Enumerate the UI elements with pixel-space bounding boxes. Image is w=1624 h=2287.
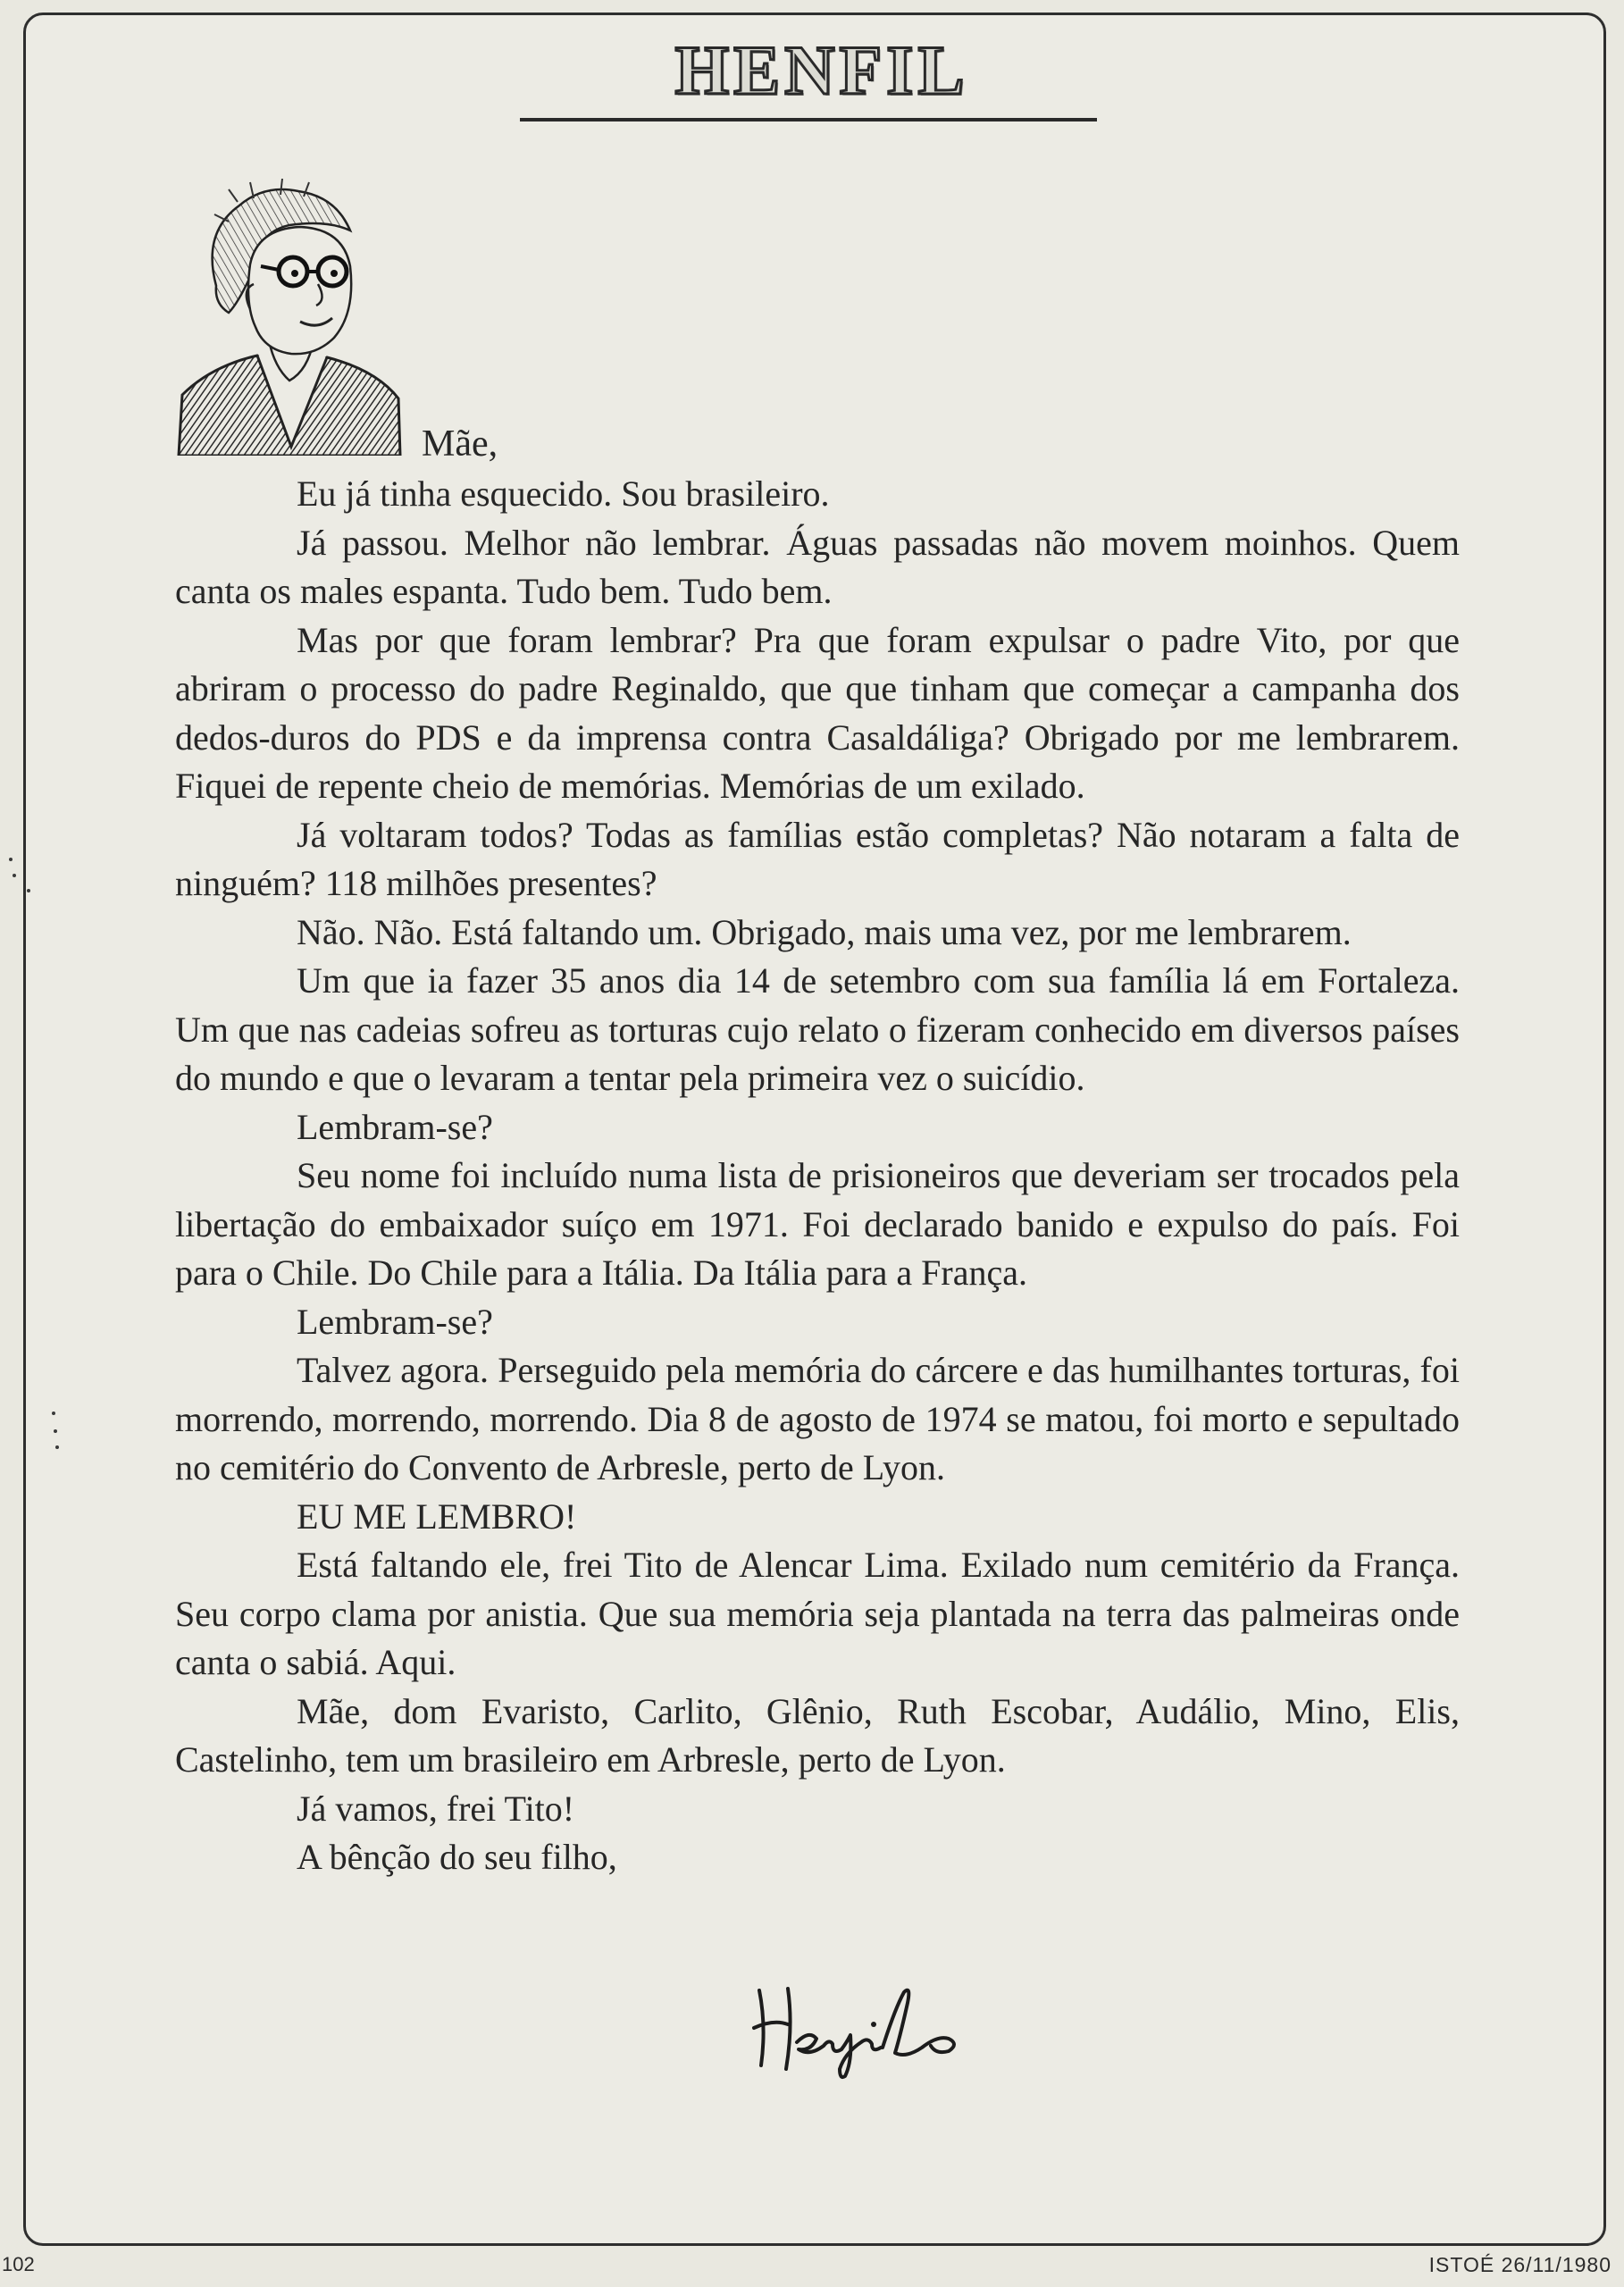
- letter-paragraph: Já vamos, frei Tito!: [297, 1788, 575, 1829]
- letter-paragraph: A bênção do seu filho,: [297, 1837, 617, 1877]
- margin-speck: [52, 1412, 55, 1415]
- margin-speck: [13, 874, 16, 877]
- letter-paragraph: Eu já tinha esquecido. Sou brasileiro.: [297, 473, 830, 514]
- handwritten-signature: [747, 1973, 997, 2080]
- margin-speck: [27, 889, 30, 892]
- letter-body: [175, 418, 1460, 1882]
- letter-paragraph: Não. Não. Está faltando um. Obrigado, mais uma vez, por me lembrarem.: [297, 911, 1352, 952]
- letter-salutation: Mãe,: [422, 423, 498, 465]
- title-underline: [520, 118, 1097, 121]
- margin-speck: [54, 1429, 57, 1433]
- letter-paragraph: Lembram-se?: [297, 1106, 493, 1147]
- letter-paragraph: Um que ia fazer 35 anos dia 14 de setembro com sua família lá em Fortaleza. Um que nas cadeias sofreu as torturas cujo relato o fizeram conhecido em diversos países do mundo e que o levaram a tentar pela primeira vez o suicídio.: [175, 960, 1460, 1098]
- mother-portrait-illustration: [175, 179, 404, 456]
- issue-credit: ISTOÉ 26/11/1980: [1428, 2253, 1611, 2276]
- letter-paragraph: Talvez agora. Perseguido pela memória do cárcere e das humilhantes torturas, foi morrendo, morrendo, morrendo. Dia 8 de agosto de 1974 se matou, foi morto e sepultado no cemitério do Convento de Arbresle, perto de Lyon.: [175, 1350, 1460, 1487]
- letter-paragraph: Mãe, dom Evaristo, Carlito, Glênio, Ruth Escobar, Audálio, Mino, Elis, Castelinho, tem um brasileiro em Arbresle, perto de Lyon.: [175, 1690, 1460, 1780]
- margin-speck: [9, 858, 13, 861]
- letter-paragraph: EU ME LEMBRO!: [297, 1495, 577, 1537]
- page-number: 102: [2, 2253, 35, 2275]
- letter-paragraph: Já passou. Melhor não lembrar. Águas passadas não movem moinhos. Quem canta os males espanta. Tudo bem. Tudo bem.: [175, 522, 1460, 611]
- letter-paragraph: Mas por que foram lembrar? Pra que foram expulsar o padre Vito, por que abriram o processo do padre Reginaldo, que que tinham que começar a campanha dos dedos-duros do PDS e da imprensa contra Casaldáliga? Obrigado por me lembrarem. Fiquei de repente cheio de memórias. Memórias de um exilado.: [175, 619, 1460, 806]
- letter-paragraph: Seu nome foi incluído numa lista de prisioneiros que deveriam ser trocados pela libertação do embaixador suíço em 1971. Foi declarado banido e expulso do país. Foi para o Chile. Do Chile para a Itália. Da Itália para a França.: [175, 1155, 1460, 1293]
- letter-paragraph: Já voltaram todos? Todas as famílias estão completas? Não notaram a falta de ninguém? 118 milhões presentes?: [175, 814, 1460, 903]
- margin-speck: [55, 1445, 59, 1449]
- letter-paragraph: Lembram-se?: [297, 1301, 493, 1342]
- letter-paragraph: Está faltando ele, frei Tito de Alencar Lima. Exilado num cemitério da França. Seu corpo clama por anistia. Que sua memória seja plantada na terra das palmeiras onde canta o sabiá. Aqui.: [175, 1545, 1460, 1682]
- column-title: HENFIL: [674, 31, 969, 109]
